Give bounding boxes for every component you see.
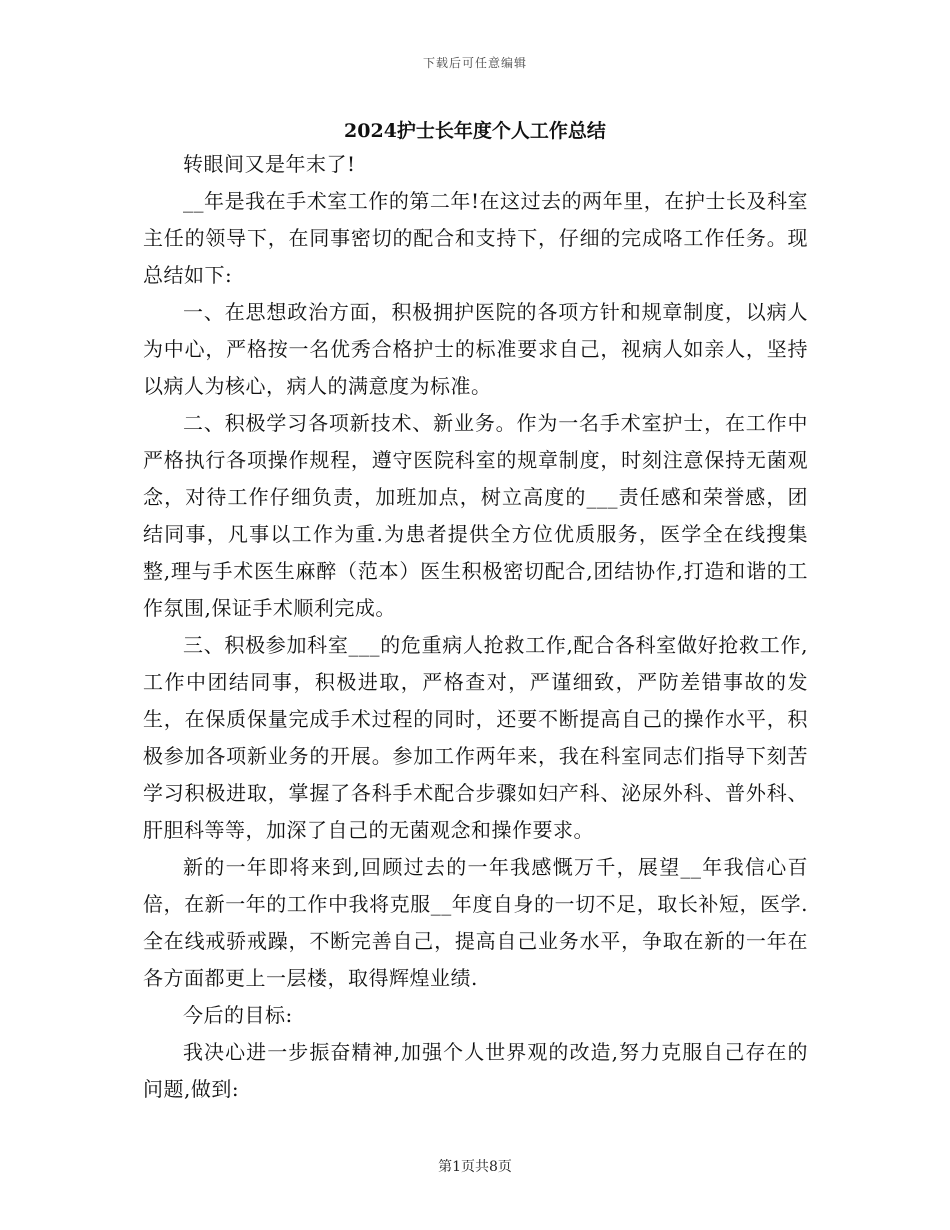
document-body bbox=[143, 146, 808, 1108]
paragraph: 二、积极学习各项新技术、新业务。作为一名手术室护士，在工作中严格执行各项操作规程，遵守医院科室的规章制度，时刻注意保持无菌观念，对待工作仔细负责，加班加点，树立高度的___责任感和荣誉感，团结同事，凡事以工作为重.为患者提供全方位优质服务，医学全在线搜集整,理与手术医生麻醉（范本）医生积极密切配合,团结协作,打造和谐的工作氛围,保证手术顺利完成。 bbox=[143, 411, 808, 620]
page-indicator: 第1页共8页 bbox=[438, 1159, 512, 1175]
paragraph: 三、积极参加科室___的危重病人抢救工作,配合各科室做好抢救工作,工作中团结同事，积极进取，严格查对，严谨细致，严防差错事故的发生，在保质保量完成手术过程的同时，还要不断提高自己的操作水平，积极参加各项新业务的开展。参加工作两年来，我在科室同志们指导下刻苦学习积极进取，掌握了各科手术配合步骤如妇产科、泌尿外科、普外科、肝胆科等等，加深了自己的无菌观念和操作要求。 bbox=[143, 633, 808, 842]
header-note: 下载后可任意编辑 bbox=[422, 56, 527, 70]
paragraph: 转眼间又是年末了! bbox=[183, 152, 356, 176]
paragraph: 今后的目标: bbox=[183, 1003, 293, 1027]
paragraph: 我决心进一步振奋精神,加强个人世界观的改造,努力克服自己存在的问题,做到: bbox=[143, 1040, 808, 1101]
document-title: 2024护士长年度个人工作总结 bbox=[344, 120, 606, 142]
paragraph: __年是我在手术室工作的第二年!在这过去的两年里，在护士长及科室主任的领导下，在同事密切的配合和支持下，仔细的完成咯工作任务。现总结如下: bbox=[143, 189, 808, 287]
paragraph: 新的一年即将来到,回顾过去的一年我感慨万千，展望__年我信心百倍，在新一年的工作中我将克服__年度自身的一切不足，取长补短，医学.全在线戒骄戒躁，不断完善自己，提高自己业务水平，争取在新的一年在各方面都更上一层楼，取得辉煌业绩. bbox=[143, 855, 808, 990]
paragraph: 一、在思想政治方面，积极拥护医院的各项方针和规章制度，以病人为中心，严格按一名优秀合格护士的标准要求自己，视病人如亲人，坚持以病人为核心，病人的满意度为标准。 bbox=[143, 300, 808, 398]
